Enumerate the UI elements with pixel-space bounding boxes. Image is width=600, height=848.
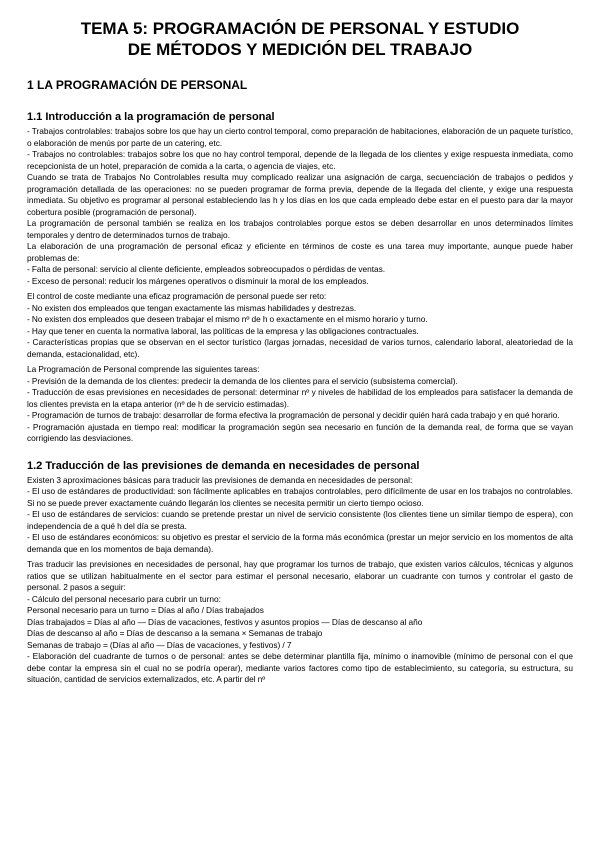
paragraph-group-5 [27,559,573,686]
paragraph: - No existen dos empleados que deseen trabajar el mismo nº de h o exactamente en el mismo horario y turno. [27,314,428,324]
paragraph: - Previsión de la demanda de los clientes: predecir la demanda de los clientes para el servicio (subsistema comercial). [27,375,458,386]
paragraph-group-4 [27,475,573,556]
paragraph: La programación de personal también se realiza en los trabajos controlables porque estos se deben desarrollar en unos determinados límites temporales y dentro de determinados turnos de trabajo. [27,218,573,240]
paragraph: - Traducción de esas previsiones en necesidades de personal: determinar nº y niveles de habilidad de los empleados para satisfacer la demanda de los clientes prevista en la etapa anterior (nº de h de servicio estimadas). [27,387,573,409]
paragraph: - Trabajos no controlables: trabajos sobre los que no hay control temporal, depende de la llegada de los clientes y exige respuesta inmediata, como recepcionista de un hotel, preparación de comida a la carta, o agencia de viajes, etc. [27,149,573,171]
document-title [27,18,573,60]
section-heading-1: 1 LA PROGRAMACIÓN DE PERSONAL [27,78,248,92]
paragraph: Tras traducir las previsiones en necesidades de personal, hay que programar los turnos de trabajo, que existen varios cálculos, técnicas y algunos ratios que se utilizan habitualmente en el sector para estimar el personal necesario, elaborar un cuadrante con turnos y controlar el gasto de personal. 2 pasos a seguir: [27,559,573,592]
paragraph: - El uso de estándares de productividad: son fácilmente aplicables en trabajos controlables, pero difícilmente de usar en los trabajos no controlables. Si no se puede prever exactamente cuándo llegarán los clientes se necesita permitir un cierto tiempo ocioso. [27,486,573,508]
formula-line: Días trabajados = Días al año — Días de vacaciones, festivos y asuntos propios — Días de descanso al año [27,616,423,627]
paragraph: - Programación de turnos de trabajo: desarrollar de forma efectiva la programación de personal y decidir quién hará cada trabajo y en qué horario. [27,410,560,420]
paragraph: El control de coste mediante una eficaz programación de personal puede ser reto: [27,291,327,301]
paragraph: La elaboración de una programación de personal eficaz y eficiente en términos de coste es una tarea muy importante, aunque puede haber problemas de: [27,241,573,263]
formula-line: Días de descanso al año = Días de descanso a la semana × Semanas de trabajo [27,628,323,638]
paragraph: - Hay que tener en cuenta la normativa laboral, las políticas de la empresa y las obligaciones contractuales. [27,325,419,336]
subsection-heading-1-2: 1.2 Traducción de las previsiones de demanda en necesidades de personal [27,459,420,472]
paragraph: - No existen dos empleados que tengan exactamente las mismas habilidades y destrezas. [27,302,357,313]
paragraph: - Falta de personal: servicio al cliente deficiente, empleados sobreocupados o pérdidas de ventas. [27,264,386,274]
paragraph: - Cálculo del personal necesario para cubrir un turno: [27,593,221,604]
formula-line: Semanas de trabajo = (Días al año — Días de vacaciones, y festivos) / 7 [27,639,292,650]
paragraph: Cuando se trata de Trabajos No Controlables resulta muy complicado realizar una asignación de carga, secuenciación de trabajos o pedidos y programación detallada de las operaciones: no se pueden programar de forma previa, depende de la llegada del cliente, y exige una respuesta inmediata. Su objetivo es programar al personal estableciendo las h y los días en los que cada empleado debe estar en el puesto para dar la mayor cobertura posible (programación de personal). [27,172,573,217]
paragraph: Existen 3 aproximaciones básicas para traducir las previsiones de demanda en necesidades de personal: [27,474,413,485]
paragraph: - El uso de estándares de servicios: cuando se pretende prestar un nivel de servicio consistente (los clientes tiene un similar tiempo de espera), con independencia de a qué h del día se presta. [27,509,573,531]
paragraph: La Programación de Personal comprende las siguientes tareas: [27,364,260,374]
paragraph: - Trabajos controlables: trabajos sobre los que hay un cierto control temporal, como preparación de habitaciones, elaboración de un paquete turístico, o elaboración de menús por parte de un catering, etc. [27,126,573,148]
paragraph: - Exceso de personal: reducir los márgenes operativos o disminuir la moral de los empleados. [27,275,369,286]
paragraph-group-3 [27,364,573,445]
paragraph-group-1 [27,126,573,287]
paragraph: - Programación ajustada en tiempo real: modificar la programación según sea necesario en función de la demanda real, de forma que se vayan corrigiendo las desviaciones. [27,421,573,443]
title-line-2: DE MÉTODOS Y MEDICIÓN DEL TRABAJO [127,40,473,59]
title-line-1: TEMA 5: PROGRAMACIÓN DE PERSONAL Y ESTUDIO [80,19,520,38]
paragraph: - Elaboración del cuadrante de turnos o de personal: antes se debe determinar plantilla fija, mínimo o inamovible (mínimo de personal con el que debe contar la empresa sin el cual no se podría operar), mediante varios factores como tipo de establecimiento, su categoría, su estructura, su situación, cantidad de servicios externalizados, etc. A partir del nº [27,651,573,684]
paragraph-group-2 [27,291,573,360]
paragraph: - Características propias que se observan en el sector turístico (largas jornadas, necesidad de varios turnos, calendario laboral, aleatoriedad de la demanda, estacionalidad, etc). [27,337,573,359]
formula-line: Personal necesario para un turno = Días al año / Días trabajados [27,605,264,615]
paragraph: - El uso de estándares económicos: su objetivo es prestar el servicio de la forma más económica (prestar un mejor servicio en los momentos de alta demanda que en los momentos de baja demanda). [27,532,573,554]
subsection-heading-1-1: 1.1 Introducción a la programación de personal [27,111,275,123]
